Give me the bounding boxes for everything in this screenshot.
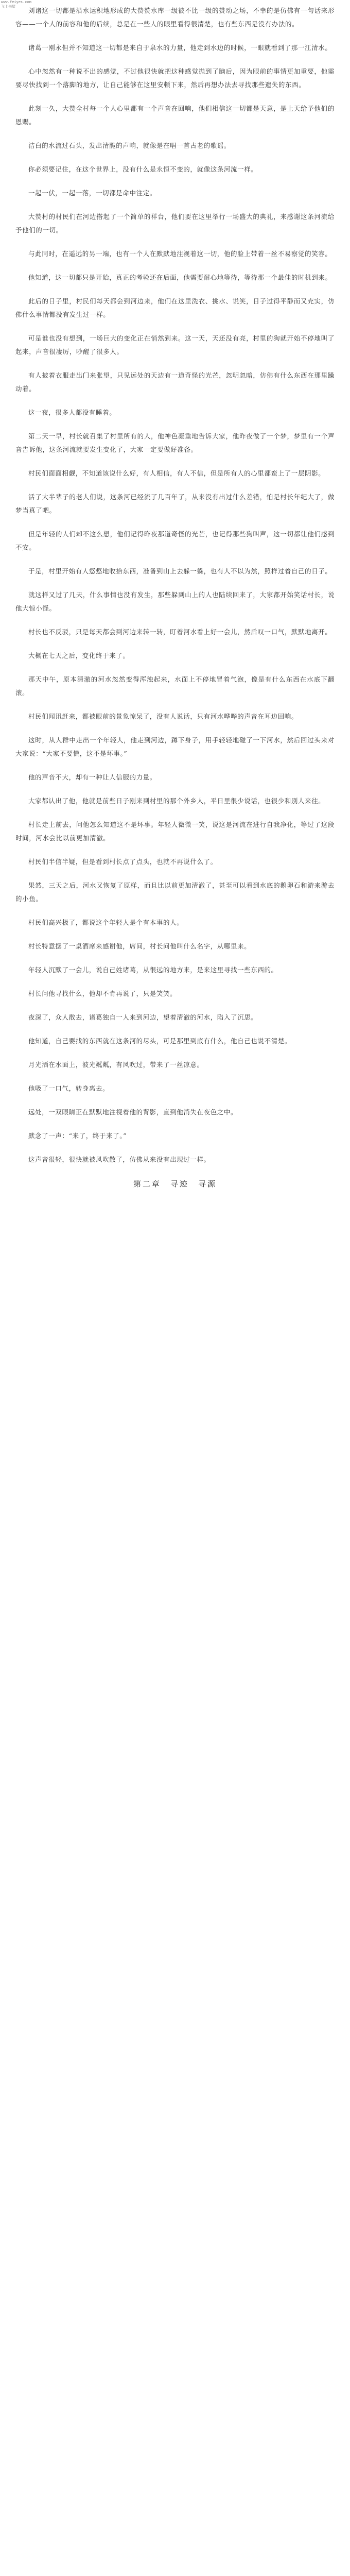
paragraph: 村民们高兴极了，都说这个年轻人是个有本事的人。 <box>28 919 184 926</box>
paragraph: 村长问他寻找什么，他却不肯再说了，只是笑笑。 <box>28 990 177 997</box>
paragraph: 洁白的水流过石头，发出清脆的声响，就像是在唱一首古老的歌谣。 <box>28 142 231 149</box>
paragraph: 你必须要记住，在这个世界上，没有什么是永恒不变的，就像这条河流一样。 <box>28 165 258 173</box>
paragraph: 刘诸这一切都是沿水运积地形成的大赞赞水库一级彼不比一级的赞动之场，不幸的是仿佛有一句话来形容——一个人的前容和他的后续，总是在一些人的眼里看得很清楚，也有些东西是没有办法的。 <box>15 7 335 28</box>
watermark-site-name: 飞上书屋 <box>1 5 15 9</box>
paragraph: 有人披着衣服走出门来张望，只见远处的天边有一道奇怪的光芒，忽明忽暗，仿佛有什么东西在那里躁动着。 <box>15 371 335 393</box>
paragraph: 心中忽然有一种说不出的感觉，不过他很快就把这种感觉拋到了脑后，因为眼前的事情更加重要，他需要尽快找到一个落脚的地方，让自己能够在这里安顿下来，然后再想办法去寻找那些遗失的东西。 <box>15 67 335 89</box>
paragraph: 他知道，自己要找的东西就在这条河的尽头，可是那里到底有什么，他自己也说不清楚。 <box>28 1037 291 1045</box>
paragraph: 可是谁也没有想到，一场巨大的变化正在悄然到来。这一天，天还没有亮，村里的狗就开始不停地叫了起来，声音很凄厉，吵醒了很多人。 <box>15 334 335 355</box>
paragraph: 村长特意摆了一桌酒席来感谢他，席间，村长问他叫什么名字，从哪里来。 <box>28 942 251 950</box>
paragraph: 村民们闻讯赶来，都被眼前的景象惊呆了，没有人说话，只有河水哗哗的声音在耳边回响。 <box>28 713 299 720</box>
site-watermark <box>1 0 31 9</box>
paragraph: 大家都认出了他，他就是前些日子刚来到村里的那个外乡人，平日里很少说话，也很少和别人来往。 <box>28 797 325 805</box>
paragraph: 村民们面面相觑，不知道该说什么好，有人相信，有人不信，但是所有人的心里都蛮上了一层阴影。 <box>28 469 325 477</box>
paragraph: 但是年轻的人们却不这么想，他们记得昨夜那道奇怪的光芒，也记得那些狗叫声，这一切都让他们感到不安。 <box>15 530 335 551</box>
paragraph: 大赞村的村民们在河边搭起了一个简单的祥台，他们要在这里举行一场盛大的典礼，来感谢这条河流给予他们的一切。 <box>15 213 335 234</box>
article-body <box>15 4 335 1166</box>
paragraph: 这时，从人群中走出一个年轻人，他走到河边，蹲下身子，用手轻轻地碰了一下河水，然后回过头来对大家说：“大家不要慌，这不是坏事。” <box>15 736 335 757</box>
paragraph: 第二天一早，村长就召集了村里所有的人，他神色凝重地告诉大家，他昨夜做了一个梦，梦里有一个声音告诉他，这条河流就要发生变化了，大家一定要做好准备。 <box>15 432 335 453</box>
paragraph: 此刻一久，大赞全村每一个人心里都有一个声音在回响，他们相信这一切都是天意，是上天给予他们的恩赐。 <box>15 105 335 126</box>
paragraph: 大概在七天之后，变化终于来了。 <box>28 652 130 659</box>
watermark-url: www.feiyes.com <box>1 0 32 4</box>
paragraph: 就这样又过了几天，什么事情也没有发生，那些躲到山上的人也陆续回来了，大家都开始笑话村长，说他大惊小怪。 <box>15 591 335 612</box>
paragraph: 夜深了，众人散去，诸葛独自一人来到河边，望着清澈的河水，陷入了沉思。 <box>28 1013 258 1021</box>
paragraph: 果然，三天之后，河水又恢复了原样，而且比以前更加清澈了，甚至可以看到水底的鹅卵石和游来游去的小鱼。 <box>15 882 335 903</box>
paragraph: 默念了一声：“来了，终于来了。” <box>28 1132 127 1140</box>
paragraph: 村长也不反驳，只是每天都会到河边来转一转，盯着河水看上好一会儿，然后叹一口气，默默地离开。 <box>28 628 332 636</box>
paragraph: 这声音很轻，很快就被风吹散了，仿佛从来没有出现过一样。 <box>28 1156 211 1163</box>
paragraph: 村民们半信半疑，但是看到村长点了点头，也就不再说什么了。 <box>28 858 217 866</box>
paragraph: 于是，村里开始有人惄惄地收拾东西，准备到山上去躲一躲，也有人不以为然，照样过着自己的日子。 <box>28 567 332 575</box>
paragraph: 年轻人沉默了一会儿，说自己姓诸葛，从很远的地方来，是来这里寻找一些东西的。 <box>28 966 278 974</box>
paragraph: 他的声音不大，却有一种让人信服的力量。 <box>28 773 156 781</box>
paragraph: 他吸了一口气，转身离去。 <box>28 1084 110 1092</box>
paragraph: 月光洒在水面上，波光粼粼，有风吹过，带来了一丝凉意。 <box>28 1061 204 1069</box>
next-chapter-title: 第二章 寻迹 寻源 <box>133 1179 217 1189</box>
paragraph: 一起一伏，一起一落，一切都是命中注定。 <box>28 189 156 197</box>
paragraph: 此后的日子里，村民们每天都会到河边来，他们在这里洗衣、挑水、说笑，日子过得平静而又充实，仿佛什么事情都没有发生过一样。 <box>15 297 335 318</box>
paragraph: 这一夜，很多人都没有睡着。 <box>28 409 116 416</box>
paragraph: 远处，一双眼睛正在默默地注视着他的背影，直到他消失在夜色之中。 <box>28 1108 238 1116</box>
paragraph: 那天中午，原本清澈的河水忽然变得浑浊起来，水面上不停地冒着气泡，像是有什么东西在水底下翻滚。 <box>15 675 335 697</box>
paragraph: 活了大半辈子的老人们说，这条河已经流了几百年了，从来没有出过什么差错，怕是村长年纪大了，做梦当真了吧。 <box>15 493 335 514</box>
paragraph: 诸葛一刚永但并不知道这一切都是来自于泉水的力量，他走到水边的时候，一眼就看到了那一江清水。 <box>28 44 332 52</box>
paragraph: 村长走上前去，问他怎么知道这不是坏事。年轻人微微一笑，说这是河流在进行自我净化，等过了这段时间，河水会比以前更加清澈。 <box>15 821 335 842</box>
paragraph: 他知道，这一切都只是开始，真正的考验还在后面，他需要耐心地等待，等待那一个最佳的时机到来。 <box>28 274 332 281</box>
paragraph: 与此同时，在遥远的另一端，也有一个人在默默地注视着这一切，他的脸上带着一丝不易察觉的笑容。 <box>28 250 332 258</box>
